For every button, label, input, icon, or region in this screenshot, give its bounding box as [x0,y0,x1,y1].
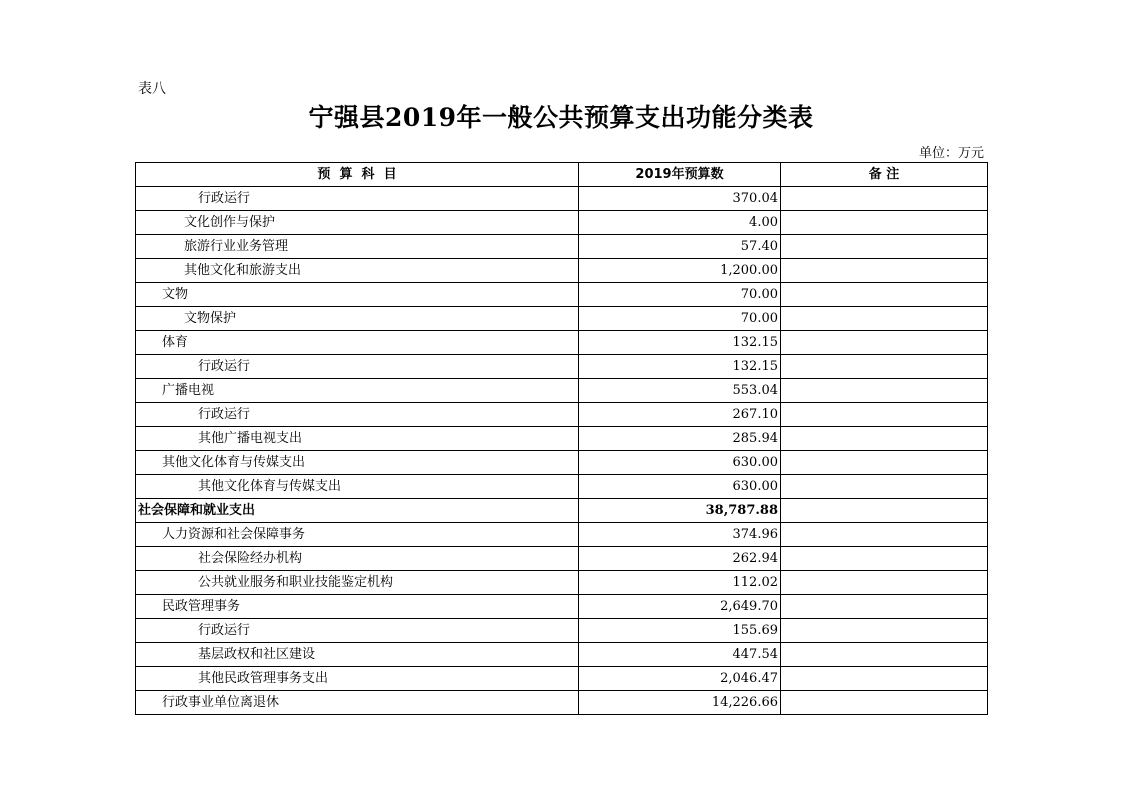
unit-label: 单位：万元 [918,146,984,161]
row-note-cell [781,643,988,667]
table-row [136,451,988,475]
table-number-label: 表八 [138,81,166,97]
row-note-cell [781,379,988,403]
row-subject-cell: 其他文化体育与传媒支出 [136,451,579,475]
row-subject-cell: 其他民政管理事务支出 [136,667,579,691]
row-subject-cell: 体育 [136,331,579,355]
column-header-note: 备 注 [781,163,988,187]
table-row [136,523,988,547]
row-subject-cell: 民政管理事务 [136,595,579,619]
row-subject-cell: 人力资源和社会保障事务 [136,523,579,547]
page-title: 宁强县2019年一般公共预算支出功能分类表 [308,103,814,132]
table-row [136,595,988,619]
table-row [136,547,988,571]
row-note-cell [781,283,988,307]
row-amount-cell: 14,226.66 [579,691,781,715]
row-amount-cell: 132.15 [579,355,781,379]
row-subject-cell: 其他文化和旅游支出 [136,259,579,283]
row-amount-cell: 370.04 [579,187,781,211]
row-subject-cell: 其他文化体育与传媒支出 [136,475,579,499]
row-amount-cell: 4.00 [579,211,781,235]
row-subject-cell: 行政运行 [136,619,579,643]
row-note-cell [781,691,988,715]
row-amount-cell: 70.00 [579,307,781,331]
table-row [136,235,988,259]
table-row [136,643,988,667]
row-amount-cell: 285.94 [579,427,781,451]
row-note-cell [781,307,988,331]
table-row [136,571,988,595]
row-subject-cell: 其他广播电视支出 [136,427,579,451]
row-amount-cell: 553.04 [579,379,781,403]
row-note-cell [781,355,988,379]
header-row [136,163,988,187]
row-subject-cell: 公共就业服务和职业技能鉴定机构 [136,571,579,595]
row-subject-cell: 社会保障和就业支出 [136,499,579,523]
table-row [136,283,988,307]
row-subject-cell: 行政事业单位离退休 [136,691,579,715]
row-amount-cell: 2,649.70 [579,595,781,619]
table-body [136,187,988,715]
table-row [136,403,988,427]
row-note-cell [781,619,988,643]
row-note-cell [781,211,988,235]
table-row [136,667,988,691]
table-row [136,475,988,499]
row-amount-cell: 630.00 [579,451,781,475]
table-row [136,499,988,523]
table-row [136,331,988,355]
row-amount-cell: 2,046.47 [579,667,781,691]
row-note-cell [781,235,988,259]
table-row [136,355,988,379]
row-note-cell [781,547,988,571]
row-subject-cell: 社会保险经办机构 [136,547,579,571]
row-note-cell [781,499,988,523]
row-amount-cell: 155.69 [579,619,781,643]
row-subject-cell: 广播电视 [136,379,579,403]
row-note-cell [781,595,988,619]
row-amount-cell: 132.15 [579,331,781,355]
row-subject-cell: 文化创作与保护 [136,211,579,235]
row-note-cell [781,667,988,691]
table-row [136,691,988,715]
row-note-cell [781,571,988,595]
row-amount-cell: 374.96 [579,523,781,547]
table-row [136,307,988,331]
row-subject-cell: 行政运行 [136,187,579,211]
column-header-subject: 预 算 科 目 [136,163,579,187]
row-amount-cell: 1,200.00 [579,259,781,283]
row-amount-cell: 267.10 [579,403,781,427]
table-row [136,427,988,451]
row-amount-cell: 57.40 [579,235,781,259]
row-note-cell [781,427,988,451]
row-amount-cell: 112.02 [579,571,781,595]
row-subject-cell: 文物 [136,283,579,307]
row-amount-cell: 70.00 [579,283,781,307]
row-note-cell [781,475,988,499]
budget-table [135,162,988,715]
row-subject-cell: 文物保护 [136,307,579,331]
row-note-cell [781,403,988,427]
row-note-cell [781,331,988,355]
row-note-cell [781,187,988,211]
table-row [136,211,988,235]
row-note-cell [781,451,988,475]
table-header [136,163,988,187]
table-row [136,187,988,211]
row-amount-cell: 447.54 [579,643,781,667]
row-amount-cell: 262.94 [579,547,781,571]
row-subject-cell: 行政运行 [136,403,579,427]
row-note-cell [781,523,988,547]
table-row [136,619,988,643]
row-subject-cell: 基层政权和社区建设 [136,643,579,667]
row-amount-cell: 630.00 [579,475,781,499]
row-subject-cell: 旅游行业业务管理 [136,235,579,259]
row-amount-cell: 38,787.88 [579,499,781,523]
row-subject-cell: 行政运行 [136,355,579,379]
table-row [136,259,988,283]
table-row [136,379,988,403]
column-header-amount: 2019年预算数 [579,163,781,187]
row-note-cell [781,259,988,283]
